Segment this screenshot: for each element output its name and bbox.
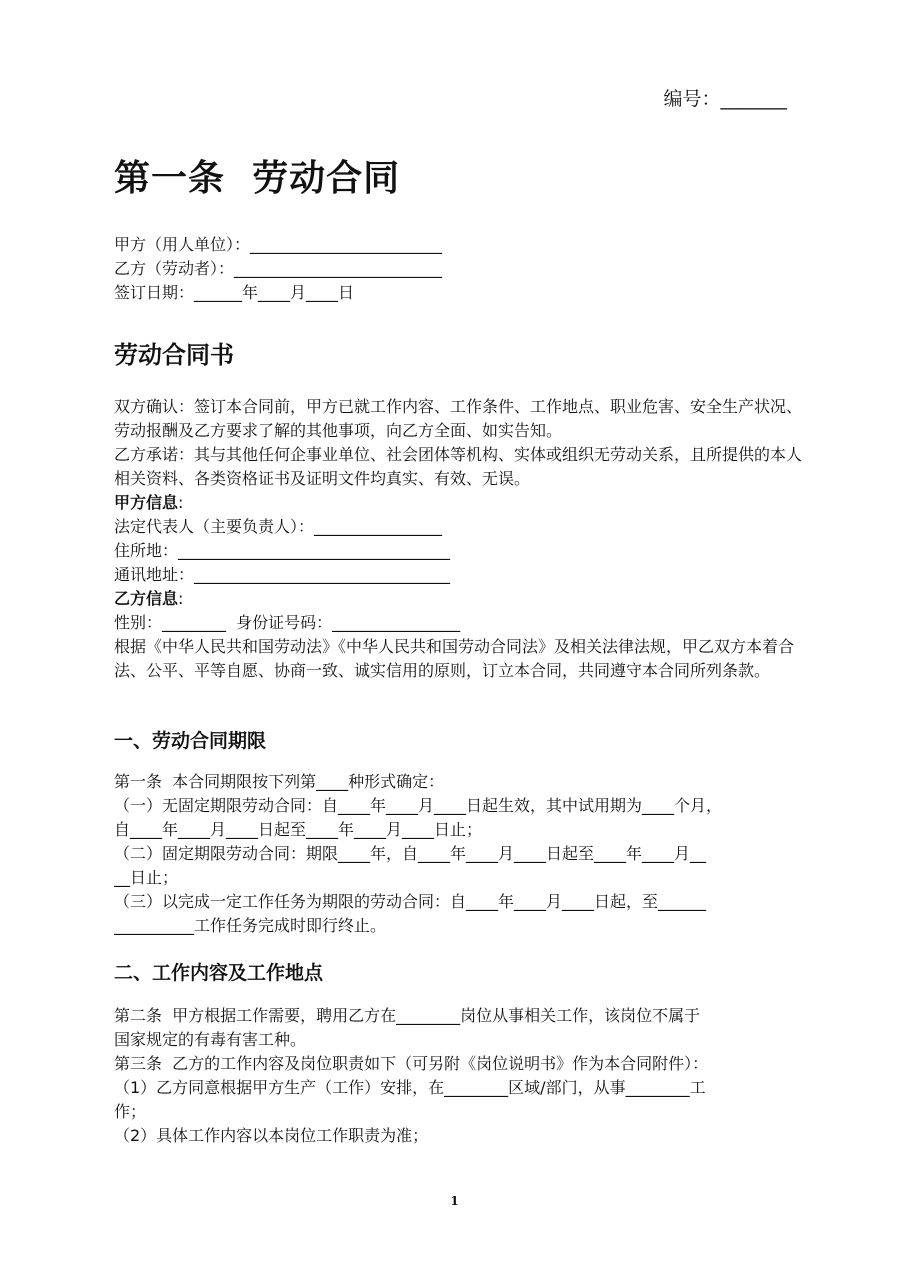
party-b-info-colon: : <box>178 589 184 608</box>
section1-line: __日止； <box>114 868 179 887</box>
section1-line: 第一条 本合同期限按下列第____种形式确定： <box>114 772 445 791</box>
party-a-info-colon: : <box>178 493 184 512</box>
section2-line: （1）乙方同意根据甲方生产（工作）安排，在________区域/部门，从事________工 <box>114 1078 706 1097</box>
promise-paragraph: 乙方承诺：其与其他任何企事业单位、社会团体等机构、实体或组织无劳动关系，且所提供的本人相关资料、各类资格证书及证明文件均真实、有效、无误。 <box>114 445 803 488</box>
section1-line: 自____年____月____日起至____年____月____日止； <box>114 820 483 839</box>
basis-paragraph: 根据《中华人民共和国劳动法》《中华人民共和国劳动合同法》及相关法律法规，甲乙双方本着合法、公平、平等自愿、协商一致、诚实信用的原则，订立本合同，共同遵守本合同所列条款。 <box>114 637 795 680</box>
section2-line: 第二条 甲方根据工作需要，聘用乙方在________岗位从事相关工作，该岗位不属于 <box>114 1006 701 1025</box>
section1-line: __________工作任务完成时即行终止。 <box>114 916 387 935</box>
section2-heading: 二、工作内容及工作地点 <box>114 962 324 984</box>
section2-line: 第三条 乙方的工作内容及岗位职责如下（可另附《岗位说明书》作为本合同附件）： <box>114 1054 709 1073</box>
document-number: 编号：_______ <box>663 88 787 110</box>
page-number: 1 <box>450 1194 459 1208</box>
section1-line: （三）以完成一定工作任务为期限的劳动合同：自____年____月____日起，至______ <box>114 892 707 911</box>
confirm-paragraph: 双方确认：签订本合同前，甲方已就工作内容、工作条件、工作地点、职业危害、安全生产状况、劳动报酬及乙方要求了解的其他事项，向乙方全面、如实告知。 <box>114 397 803 440</box>
residence-line: 住所地：__________________________________ <box>114 541 451 560</box>
section1-line: （一）无固定期限劳动合同：自____年____月____日起生效，其中试用期为____个月， <box>114 796 723 815</box>
party-b-info-label: 乙方信息 <box>114 589 179 608</box>
party-b-info-heading <box>114 587 804 611</box>
party-a-line: 甲方（用人单位）：________________________ <box>114 235 443 254</box>
section1-body <box>114 770 804 938</box>
section2-line: （2）具体工作内容以本岗位工作职责为准； <box>114 1126 429 1145</box>
section2-line: 国家规定的有毒有害工种。 <box>114 1030 307 1049</box>
section1-line: （二）固定期限劳动合同：期限____年，自____年____月____日起至____年____月__ <box>114 844 707 863</box>
section2-body <box>114 1004 804 1148</box>
legal-rep-line: 法定代表人（主要负责人）：________________ <box>114 517 443 536</box>
party-b-line: 乙方（劳动者）：__________________________ <box>114 259 443 278</box>
intro-block <box>114 395 804 683</box>
section2-line: 作； <box>114 1102 147 1121</box>
page-title: 第一条 劳动合同 <box>114 158 401 199</box>
sign-date-line: 签订日期：______年____月____日 <box>114 283 355 302</box>
gender-id-line: 性别：________ 身份证号码：________________ <box>114 613 461 632</box>
parties-block <box>114 233 804 305</box>
party-a-info-heading <box>114 491 804 515</box>
section1-heading: 一、劳动合同期限 <box>114 730 267 752</box>
mail-address-line: 通讯地址：________________________________ <box>114 565 451 584</box>
contract-heading: 劳动合同书 <box>114 341 234 369</box>
party-a-info-label: 甲方信息 <box>114 493 179 512</box>
